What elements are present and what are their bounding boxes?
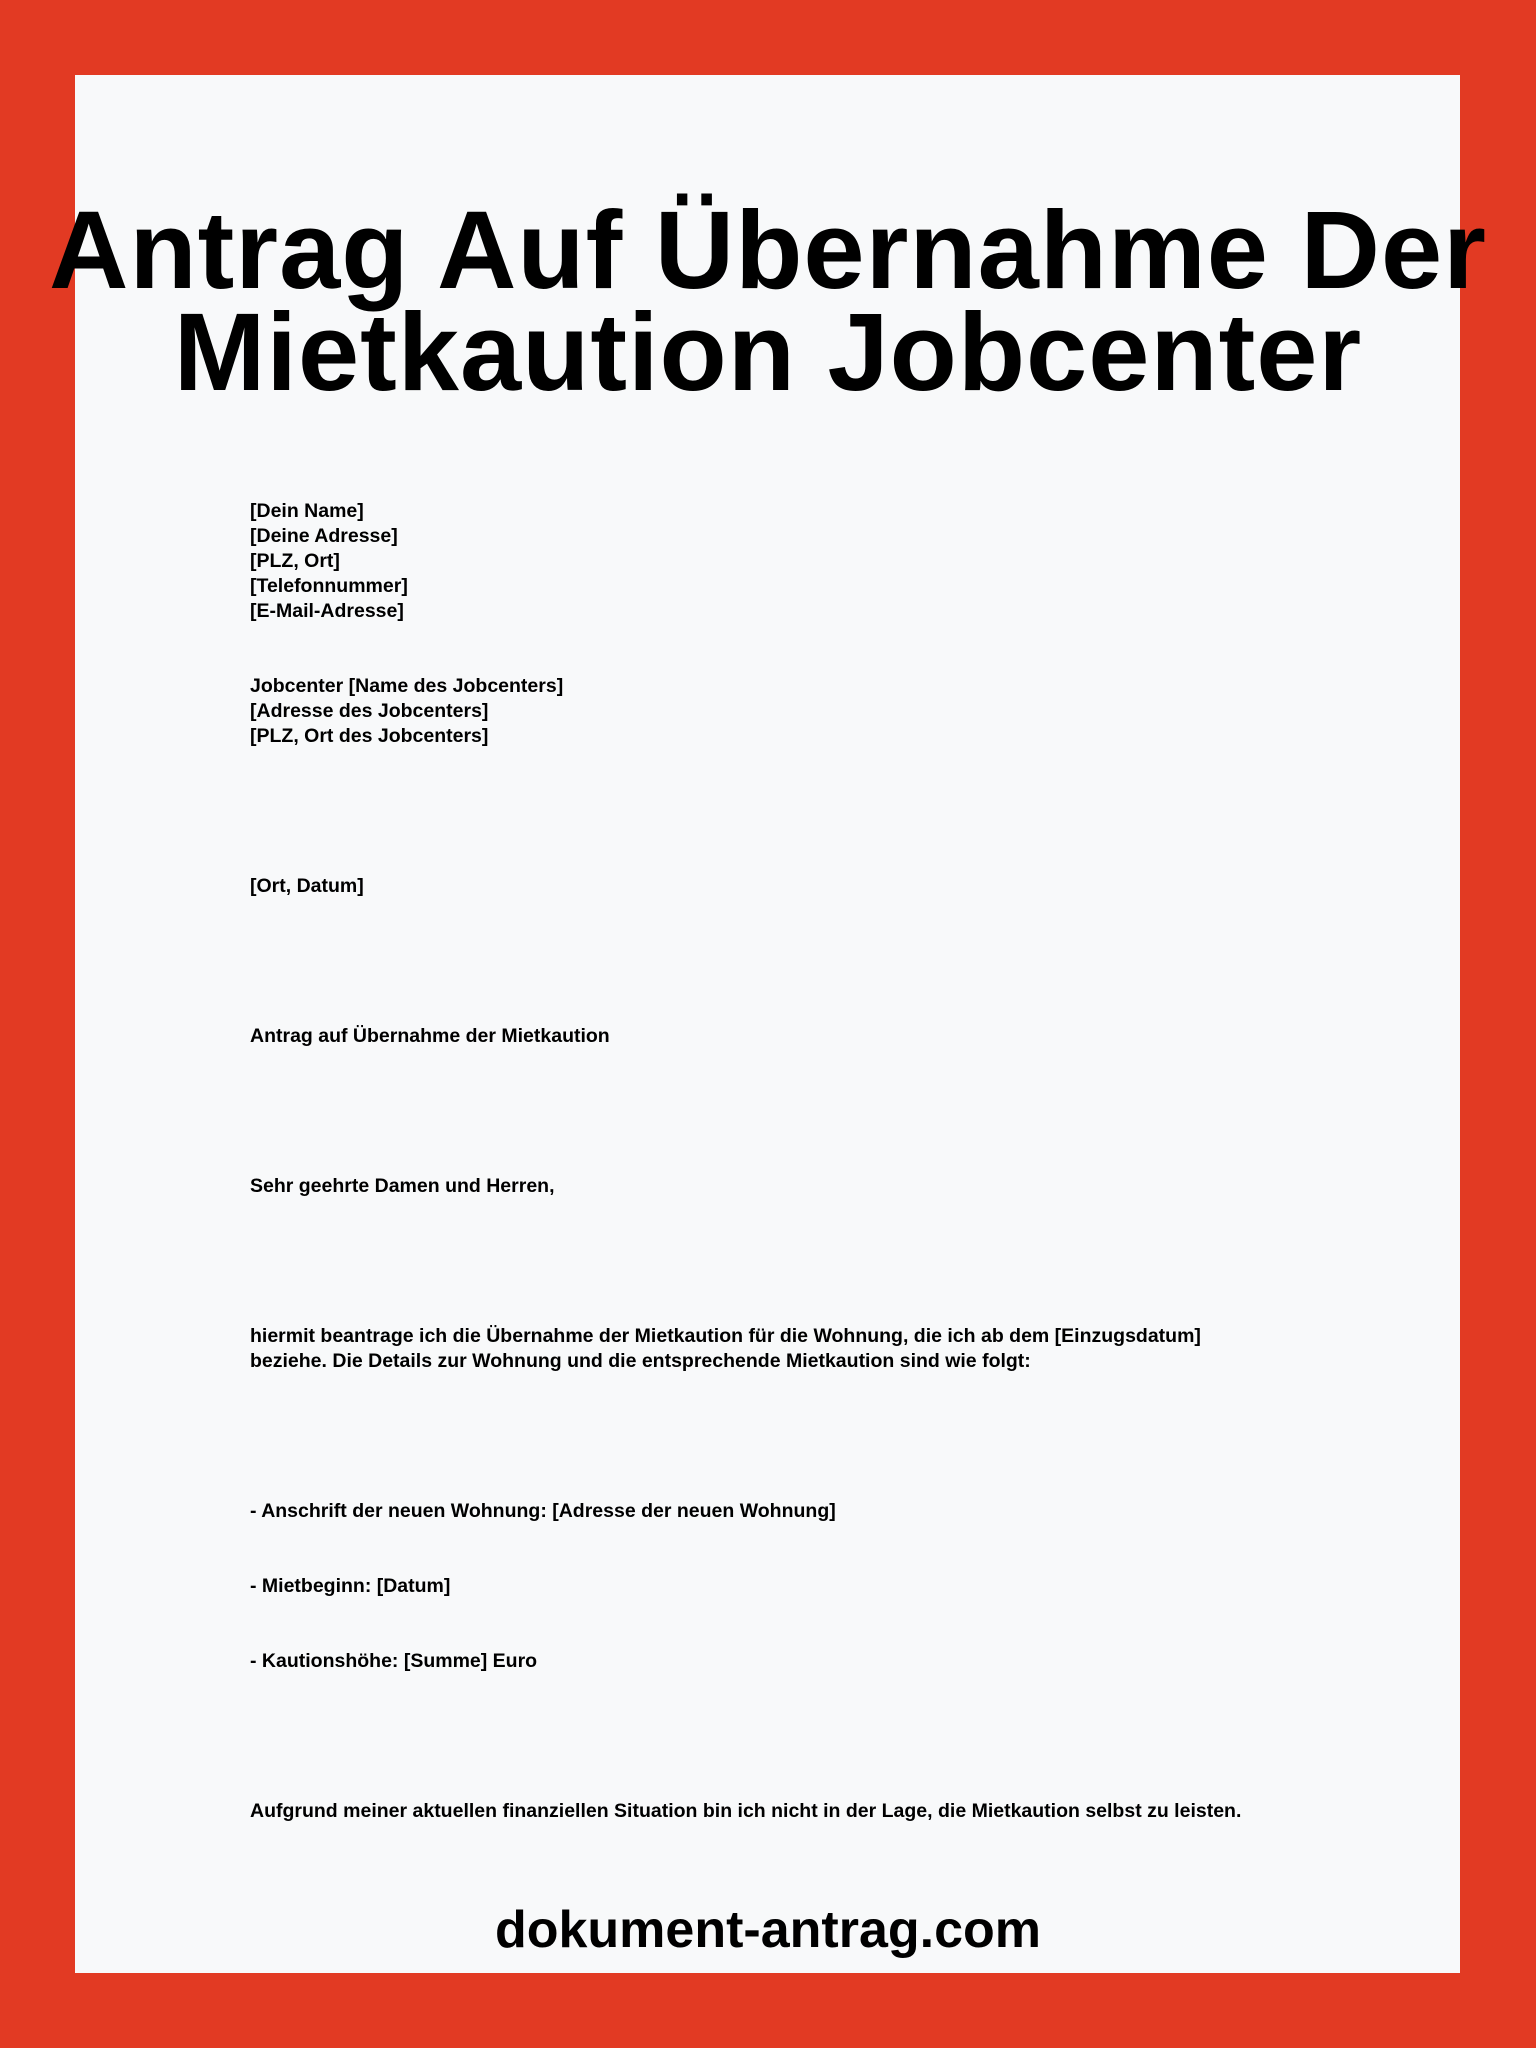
reason-text: Aufgrund meiner aktuellen finanziellen Situation bin ich nicht in der Lage, die Mietkaution selbst zu leisten. xyxy=(250,1800,1242,1822)
place-date-text: [Ort, Datum] xyxy=(250,875,364,897)
recipient-address: [Adresse des Jobcenters] xyxy=(250,700,489,722)
detail-item-deposit xyxy=(250,1649,537,1674)
sender-email: [E-Mail-Adresse] xyxy=(250,600,404,622)
sender-name: [Dein Name] xyxy=(250,500,364,522)
detail-address-text: - Anschrift der neuen Wohnung: [Adresse der neuen Wohnung] xyxy=(250,1500,836,1522)
sender-address: [Deine Adresse] xyxy=(250,525,398,547)
intro-line-1: hiermit beantrage ich die Übernahme der Mietkaution für die Wohnung, die ich ab dem [Einzugsdatum] xyxy=(250,1325,1201,1347)
place-date xyxy=(250,874,364,899)
subject-text: Antrag auf Übernahme der Mietkaution xyxy=(250,1025,610,1047)
detail-item-start xyxy=(250,1574,450,1599)
reason-paragraph xyxy=(250,1799,1241,1824)
detail-item-address xyxy=(250,1499,836,1524)
recipient-address-block xyxy=(250,674,563,749)
sender-zip-city: [PLZ, Ort] xyxy=(250,550,340,572)
sender-phone: [Telefonnummer] xyxy=(250,575,408,597)
salutation-text: Sehr geehrte Damen und Herren, xyxy=(250,1175,555,1197)
salutation xyxy=(250,1174,555,1199)
recipient-name: Jobcenter [Name des Jobcenters] xyxy=(250,675,564,697)
sender-address-block xyxy=(250,499,408,624)
detail-start-text: - Mietbeginn: [Datum] xyxy=(250,1575,451,1597)
footer-website: dokument-antrag.com xyxy=(494,1901,1042,1959)
intro-line-2: beziehe. Die Details zur Wohnung und die entsprechende Mietkaution sind wie folgt: xyxy=(250,1350,1031,1372)
letter-subject xyxy=(250,1024,610,1049)
recipient-zip-city: [PLZ, Ort des Jobcenters] xyxy=(250,725,489,747)
intro-paragraph xyxy=(250,1324,1201,1374)
title-line-1: Antrag Auf Übernahme Der xyxy=(49,189,1487,312)
document-title xyxy=(0,189,1536,414)
title-line-2: Mietkaution Jobcenter xyxy=(173,291,1363,414)
detail-deposit-text: - Kautionshöhe: [Summe] Euro xyxy=(250,1650,538,1672)
